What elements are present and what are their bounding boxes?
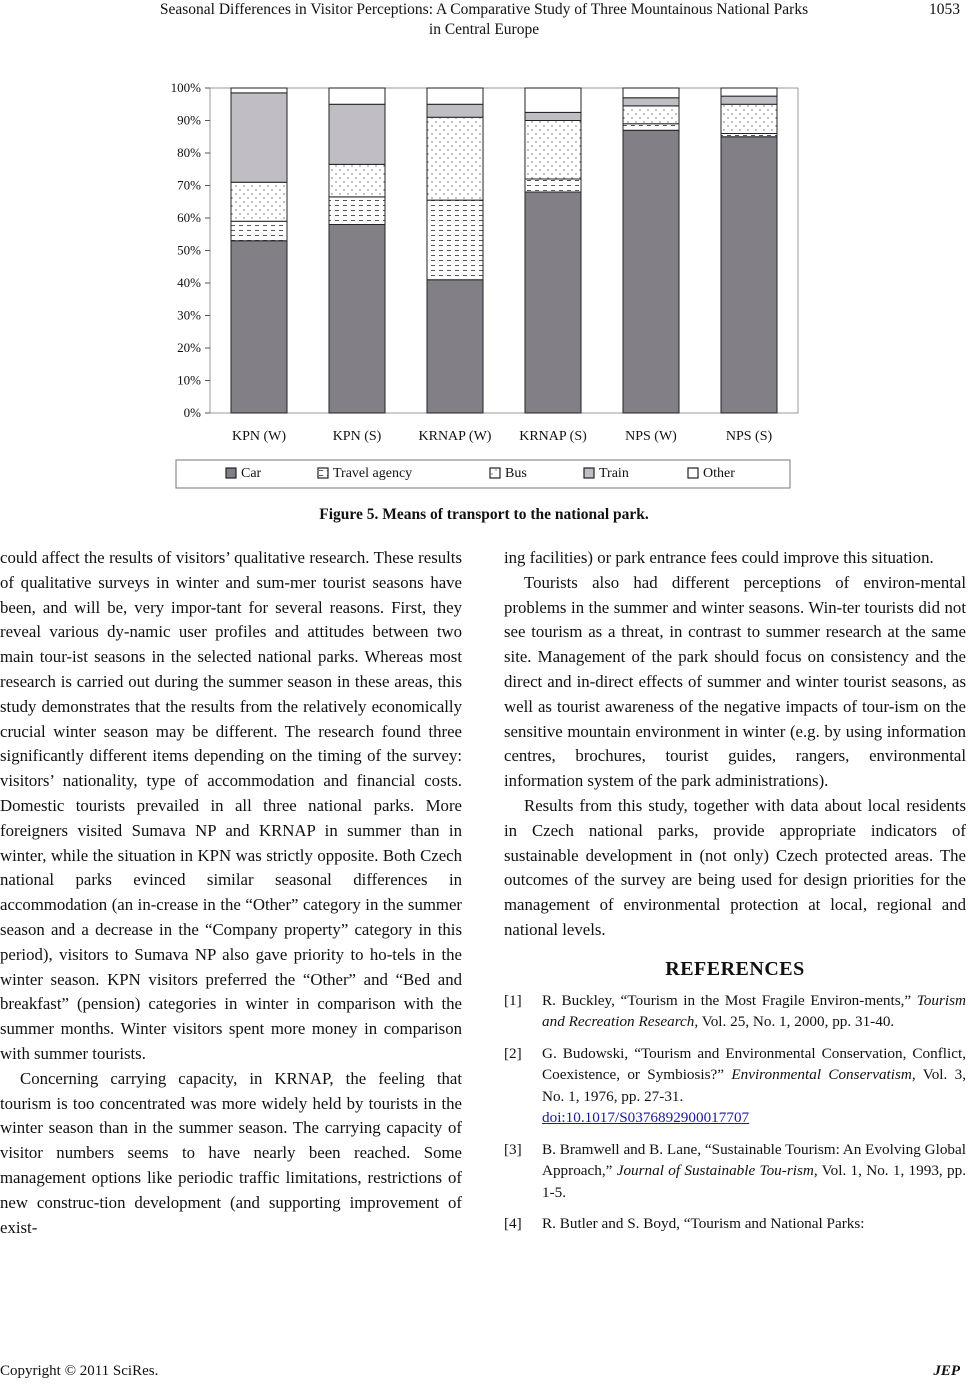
- reference-item: [504, 1139, 966, 1204]
- bar-segment-train: [623, 98, 679, 106]
- y-tick-label: 30%: [177, 307, 201, 323]
- bar-segment-bus: [231, 182, 287, 221]
- plot-area: [210, 88, 798, 413]
- bar-segment-other: [427, 88, 483, 104]
- copyright-footer: Copyright © 2011 SciRes.: [0, 1363, 159, 1379]
- bar-segment-travel-agency: [427, 200, 483, 280]
- x-tick-label: KPN (W): [231, 429, 287, 444]
- reference-text: B. Bramwell and B. Lane, “Sustainable Tourism: An Evolving Global Approach,”: [542, 1140, 966, 1180]
- bar-segment-bus: [329, 164, 385, 197]
- right-paragraph-2: Tourists also had different perceptions of environ-mental problems in the summer and winter seasons. Win-ter tourists did not see tourism as a threat, in contrast to summer research at the same site. Management of the park should focus on consistency and the direct and in-direct effects of summer and winter tourist seasons, as well as tourist awareness of the negative impacts of tour-ism on the sensitive mountain environment in winter (e.g. by using information centres, brochures, tourist guides, rangers, environmental information system of the park administrations).: [504, 572, 966, 791]
- bar-segment-train: [329, 104, 385, 164]
- reference-number: [4]: [504, 1215, 522, 1233]
- reference-text: R. Buckley, “Tourism in the Most Fragile Environ-ments,”: [542, 991, 917, 1009]
- bar-segment-car: [427, 280, 483, 413]
- bar-segment-other: [525, 88, 581, 112]
- transport-stacked-bar-chart: [150, 68, 808, 496]
- reference-item: [504, 990, 966, 1033]
- bar-segment-bus: [525, 121, 581, 180]
- x-tick-label: KRNAP (S): [519, 429, 587, 444]
- bar-segment-travel-agency: [623, 124, 679, 131]
- reference-item: [504, 1043, 966, 1129]
- legend-label: Bus: [505, 466, 527, 481]
- right-column: [504, 546, 966, 1245]
- reference-details: , Vol. 3, No. 1, 1976, pp. 27-31.: [542, 1066, 966, 1105]
- bar-segment-car: [329, 225, 385, 414]
- running-head-line-2: in Central Europe: [428, 21, 540, 38]
- bar-segment-other: [721, 88, 777, 96]
- bar-segment-travel-agency: [525, 179, 581, 192]
- legend-swatch: [318, 468, 328, 478]
- bar-segment-car: [623, 130, 679, 413]
- x-tick-label: KPN (S): [332, 429, 382, 444]
- bar-segment-car: [231, 241, 287, 413]
- reference-list: [504, 990, 966, 1235]
- y-tick-label: 50%: [177, 242, 201, 258]
- bar-segment-travel-agency: [231, 221, 287, 241]
- references-heading: REFERENCES: [665, 957, 805, 980]
- y-tick-label: 70%: [177, 177, 201, 193]
- right-paragraph-1: ing facilities) or park entrance fees could improve this situation.: [504, 548, 934, 567]
- y-tick-label: 40%: [177, 275, 201, 290]
- reference-number: [2]: [504, 1044, 522, 1062]
- y-tick-label: 90%: [177, 112, 201, 128]
- reference-item: [504, 1213, 966, 1235]
- bar-segment-car: [525, 192, 581, 413]
- legend-label: Train: [599, 466, 629, 481]
- y-tick-label: 80%: [177, 145, 201, 160]
- bar-segment-train: [427, 104, 483, 117]
- plot-frame: [210, 88, 798, 413]
- y-tick-label: 0%: [183, 405, 201, 420]
- left-paragraph-2: Concerning carrying capacity, in KRNAP, the feeling that tourism is too concentrated was more widely held by tourists in the winter season than in the summer season. The carrying capacity of visitor numbers seems to have nearly been reached. Some management options like periodic traffic limitations, restrictions of new construc-tion development (and supporting improvement of exist-: [0, 1068, 462, 1237]
- bar-segment-bus: [427, 117, 483, 200]
- reference-journal: Tourism and Recreation Research: [542, 991, 966, 1031]
- bar-segment-bus: [721, 104, 777, 133]
- reference-journal: Journal of Sustainable Tou-rism: [616, 1162, 814, 1180]
- legend: [176, 460, 790, 488]
- y-tick-label: 60%: [177, 210, 201, 225]
- journal-footer: JEP: [933, 1363, 960, 1379]
- bar-segment-bus: [623, 106, 679, 124]
- x-tick-label: NPS (W): [625, 429, 677, 444]
- running-head-line-1: Seasonal Differences in Visitor Perceptions: A Comparative Study of Three Mountainous National Parks: [159, 1, 809, 18]
- reference-details: , Vol. 25, No. 1, 2000, pp. 31-40.: [694, 1013, 895, 1031]
- reference-journal: Environmental Conservatism: [731, 1066, 912, 1084]
- legend-swatch: [584, 468, 594, 478]
- x-tick-label: KRNAP (W): [418, 429, 492, 444]
- reference-number: [3]: [504, 1140, 522, 1158]
- reference-number: [1]: [504, 991, 522, 1009]
- page-number: 1053: [929, 1, 960, 18]
- bar-segment-train: [721, 96, 777, 104]
- right-paragraph-3: Results from this study, together with data about local residents in Czech national parks, provide appropriate indicators of sustainable development in (not only) Czech protected areas. The outcomes of the survey are being used for design priorities for the management of environmental protection at local, regional and national levels.: [504, 795, 966, 939]
- bar-segment-train: [525, 112, 581, 120]
- bar-segment-other: [623, 88, 679, 98]
- reference-text: R. Butler and S. Boyd, “Tourism and National Parks:: [542, 1215, 865, 1233]
- left-paragraph-1: could affect the results of visitors’ qualitative research. These results of qualitative surveys in winter and sum-mer tourist seasons have been, and will be, very impor-tant for several reasons. First, they reveal various dy-namic user profiles and attitudes between two main tour-ist seasons in the selected national parks. Whereas most research is carried out during the summer season in these areas, this study demonstrates that the results from the relatively economically crucial winter season may be different. The research found three significantly different items depending on the timing of the survey: visitors’ nationality, type of accommodation and financial costs. Domestic tourists prevailed in all three national parks. More foreigners visited Sumava NP and KRNAP in summer than in winter, while the situation in KPN was strictly opposite. Both Czech national parks evinced similar seasonal differences in accommodation (an in-crease in the “Other” category in the summer season and a decrease in the “Company property” category in this period), visitors to Sumava NP also gave priority to ho-tels in the winter season. KPN visitors preferred the “Other” and “Bed and breakfast” (pension) categories in winter in comparison with the summer months. Winter visitors spent more money in comparison with summer tourists.: [0, 548, 462, 1063]
- doi-link[interactable]: doi:10.1017/S0376892900017707: [542, 1109, 750, 1127]
- legend-label: Other: [703, 466, 735, 481]
- legend-label: Car: [241, 466, 262, 481]
- figure-caption: Figure 5. Means of transport to the national park.: [319, 506, 649, 523]
- x-tick-label: NPS (S): [725, 429, 773, 444]
- legend-label: Travel agency: [333, 466, 413, 481]
- legend-swatch: [490, 468, 500, 478]
- left-column: [0, 546, 462, 1240]
- y-tick-label: 10%: [177, 372, 201, 388]
- bar-segment-train: [231, 93, 287, 182]
- bar-segment-car: [721, 137, 777, 413]
- reference-details: , Vol. 1, No. 1, 1993, pp. 1-5.: [542, 1162, 966, 1201]
- y-tick-label: 20%: [177, 340, 201, 355]
- reference-text: G. Budowski, “Tourism and Environmental Conservation, Conflict, Coexistence, or Symbiosis?”: [542, 1044, 966, 1084]
- bar-segment-travel-agency: [329, 197, 385, 225]
- bar-segment-other: [231, 88, 287, 93]
- bar-segment-other: [329, 88, 385, 104]
- legend-swatch: [688, 468, 698, 478]
- y-tick-label: 100%: [170, 80, 201, 95]
- legend-swatch: [226, 468, 236, 478]
